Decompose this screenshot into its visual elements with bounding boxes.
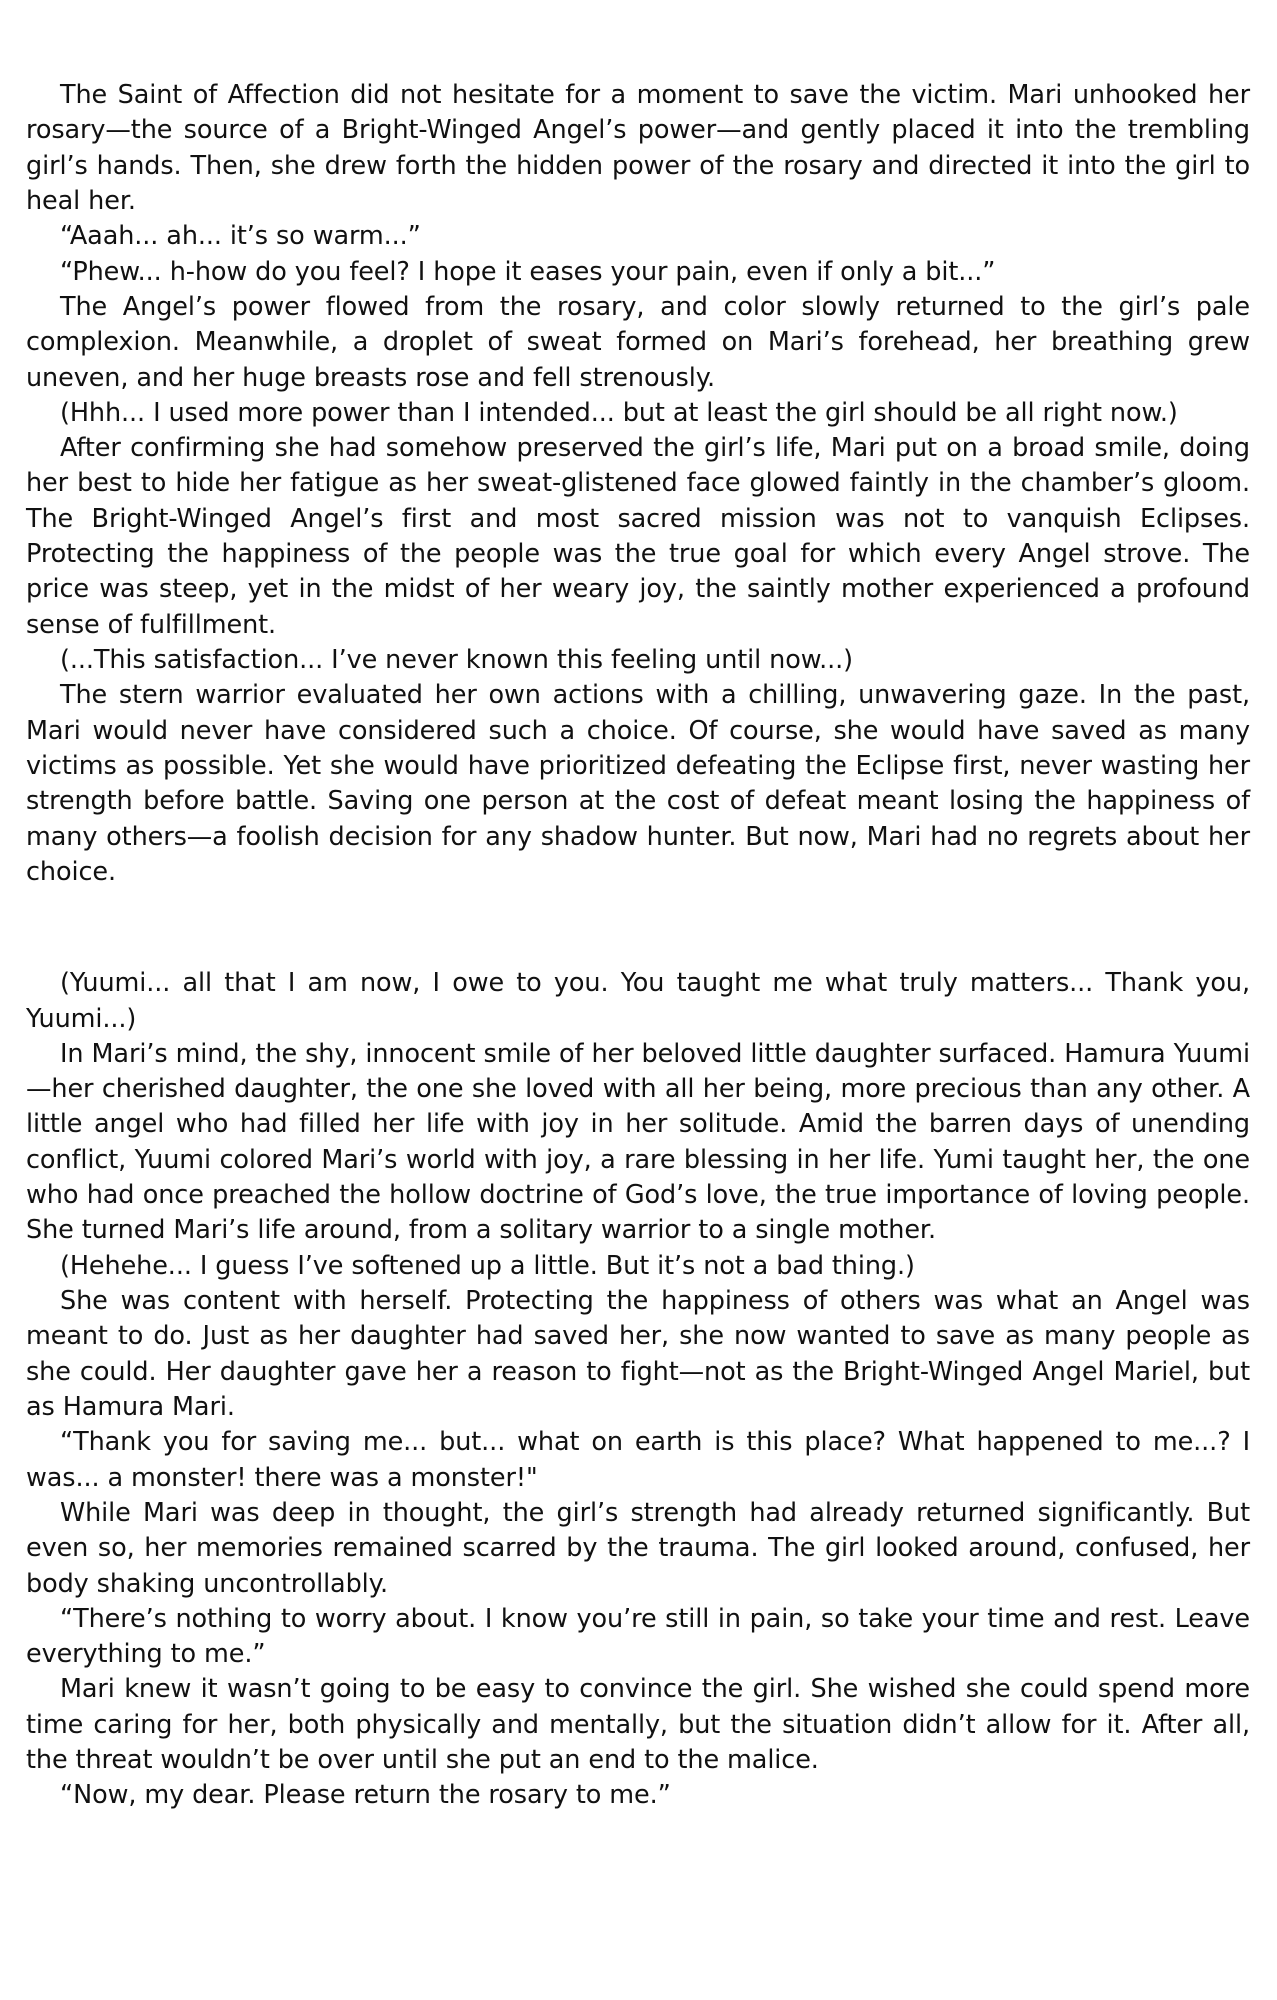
paragraph: “There’s nothing to worry about. I know you’re still in pain, so take your time and rest. Leave everything to me.” bbox=[26, 1603, 1250, 1670]
paragraph: “Phew... h-how do you feel? I hope it eases your pain, even if only a bit...” bbox=[60, 256, 996, 287]
paragraph: In Mari’s mind, the shy, innocent smile of her beloved little daughter surfaced. Hamura Yuumi—her cherished daughter, the one she loved with all her being, more precious than any other. A little angel who had filled her life with joy in her solitude. Amid the barren days of unending conflict, Yuumi colored Mari’s world with joy, a rare blessing in her life. Yumi taught her, the one who had once preached the hollow doctrine of God’s love, the true importance of loving people. She turned Mari’s life around, from a solitary warrior to a single mother. bbox=[26, 1038, 1250, 1246]
paragraph: (Hehehe... I guess I’ve softened up a little. But it’s not a bad thing.) bbox=[60, 1250, 915, 1281]
paragraph: (...This satisfaction... I’ve never known this feeling until now...) bbox=[60, 645, 853, 675]
body-text bbox=[26, 78, 1250, 1814]
paragraph: Mari knew it wasn’t going to be easy to convince the girl. She wished she could spend more time caring for her, both physically and mentally, but the situation didn’t allow for it. After all, the threat wouldn’t be over until she put an end to the malice. bbox=[26, 1674, 1250, 1776]
section-break bbox=[26, 890, 1250, 966]
paragraph: After confirming she had somehow preserved the girl’s life, Mari put on a broad smile, doing her best to hide her fatigue as her sweat-glistened face glowed faintly in the chamber’s gloom. The Bright-Winged Angel’s first and most sacred mission was not to vanquish Eclipses. Protecting the happiness of the people was the true goal for which every Angel strove. The price was steep, yet in the midst of her weary joy, the saintly mother experienced a profound sense of fulfillment. bbox=[26, 433, 1250, 640]
paragraph: (Hhh... I used more power than I intended... but at least the girl should be all right now.) bbox=[60, 397, 1178, 428]
paragraph: “Aaah... ah... it’s so warm...” bbox=[60, 221, 421, 252]
paragraph: She was content with herself. Protecting the happiness of others was what an Angel was meant to do. Just as her daughter had saved her, she now wanted to save as many people as she could. Her daughter gave her a reason to fight—not as the Bright-Winged Angel Mariel, but as Hamura Mari. bbox=[26, 1286, 1250, 1422]
paragraph: “Now, my dear. Please return the rosary to me.” bbox=[60, 1780, 671, 1811]
paragraph: The Angel’s power flowed from the rosary, and color slowly returned to the girl’s pale complexion. Meanwhile, a droplet of sweat formed on Mari’s forehead, her breathing grew uneven, and her huge breasts rose and fell strenously. bbox=[26, 291, 1250, 393]
paragraph: While Mari was deep in thought, the girl’s strength had already returned significantly. But even so, her memories remained scarred by the trauma. The girl looked around, confused, her body shaking uncontrollably. bbox=[26, 1497, 1250, 1599]
paragraph: The stern warrior evaluated her own actions with a chilling, unwavering gaze. In the past, Mari would never have considered such a choice. Of course, she would have saved as many victims as possible. Yet she would have prioritized defeating the Eclipse first, never wasting her strength before battle. Saving one person at the cost of defeat meant losing the happiness of many others—a foolish decision for any shadow hunter. But now, Mari had no regrets about her choice. bbox=[26, 680, 1250, 887]
paragraph: (Yuumi... all that I am now, I owe to you. You taught me what truly matters... Thank you, Yuumi...) bbox=[26, 968, 1250, 1034]
paragraph: The Saint of Affection did not hesitate for a moment to save the victim. Mari unhooked her rosary—the source of a Bright-Winged Angel’s power—and gently placed it into the trembling girl’s hands. Then, she drew forth the hidden power of the rosary and directed it into the girl to heal her. bbox=[26, 80, 1250, 216]
paragraph: “Thank you for saving me... but... what on earth is this place? What happened to me...? I was... a monster! there was a monster!" bbox=[26, 1427, 1250, 1493]
